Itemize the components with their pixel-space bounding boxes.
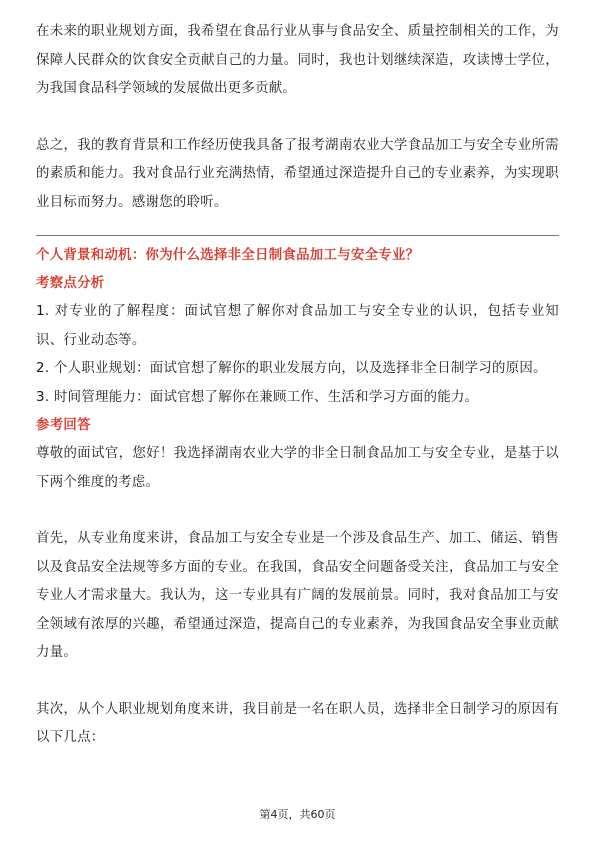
question-title: 个人背景和动机：你为什么选择非全日制食品加工与安全专业？ [36,248,420,263]
answer-heading: 参考回答 [36,418,91,433]
answer-paragraph: 尊敬的面试官，您好！我选择湖南农业大学的非全日制食品加工与安全专业，是基于以下两个维度的考虑。 [36,446,559,490]
analysis-heading: 考察点分析 [36,276,105,291]
page-number: 第4页，共60页 [259,808,336,821]
answer-paragraph: 其次，从个人职业规划角度来讲，我目前是一名在职人员，选择非全日制学习的原因有以下几点： [36,701,559,745]
answer-paragraph: 首先，从专业角度来讲，食品加工与安全专业是一个涉及食品生产、加工、储运、销售以及食品安全法规等多方面的专业。在我国，食品安全问题备受关注，食品加工与安全专业人才需求量大。我认为，这一专业具有广阔的发展前景。同时，我对食品加工与安全领域有浓厚的兴趣，希望通过深造，提高自己的专业素养，为我国食品安全事业贡献力量。 [36,531,559,660]
career-plan-paragraph: 在未来的职业规划方面，我希望在食品行业从事与食品安全、质量控制相关的工作，为保障人民群众的饮食安全贡献自己的力量。同时，我也计划继续深造，攻读博士学位，为我国食品科学领域的发展做出更多贡献。 [36,24,559,96]
page-content [36,18,559,753]
analysis-point: 1. 对专业的了解程度：面试官想了解你对食品加工与安全专业的认识，包括专业知识、行业动态等。 [36,304,559,348]
analysis-point: 2. 个人职业规划：面试官想了解你的职业发展方向，以及选择非全日制学习的原因。 [36,361,547,376]
summary-paragraph: 总之，我的教育背景和工作经历使我具备了报考湖南农业大学食品加工与安全专业所需的素质和能力。我对食品行业充满热情，希望通过深造提升自己的专业素养，为实现职业目标而努力。感谢您的聆听。 [36,137,559,210]
paragraph-spacer [36,104,559,132]
analysis-point: 3. 时间管理能力：面试官想了解你在兼顾工作、生活和学习方面的能力。 [36,389,479,405]
section-divider [36,235,559,236]
paragraph-spacer [36,497,559,525]
paragraph-spacer [36,668,559,696]
